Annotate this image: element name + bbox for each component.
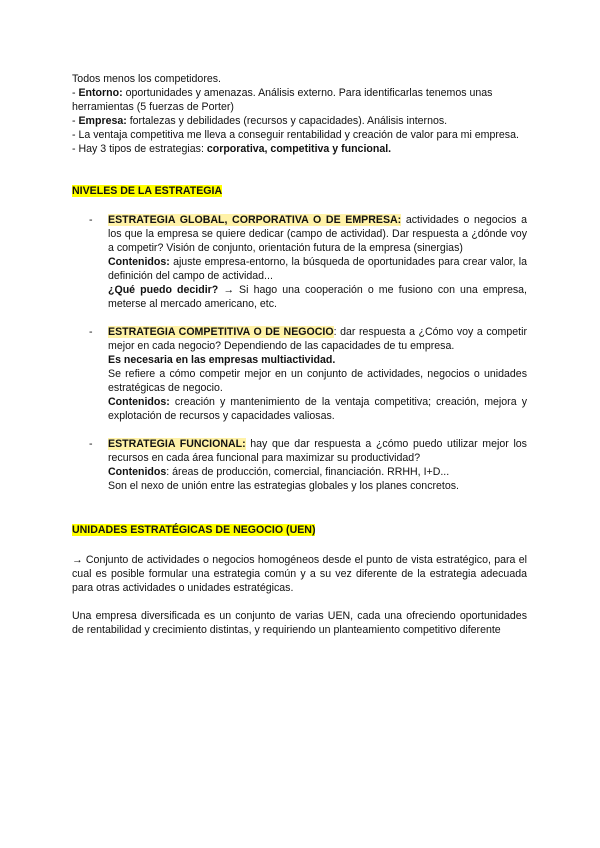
tipos-text: - Hay 3 tipos de estrategias: — [72, 143, 207, 155]
global-contenidos-text: ajuste empresa-entorno, la búsqueda de oportunidades para crear valor, la definición del campo de actividad... — [108, 256, 527, 282]
empresa-label: Empresa: — [78, 115, 127, 127]
intro-line-1: Todos menos los competidores. — [72, 73, 221, 85]
competitiva-bold-line: Es necesaria en las empresas multiactividad. — [108, 354, 336, 366]
funcional-desc — [108, 437, 527, 465]
funcional-contenidos — [108, 465, 527, 479]
funcional-contenidos-text: : áreas de producción, comercial, financiación. RRHH, I+D... — [166, 466, 450, 478]
entorno-text: oportunidades y amenazas. Análisis externo. Para identificarlas tenemos unas herramientas (5 fuerzas de Porter) — [72, 87, 493, 113]
competitiva-desc-text: : dar respuesta a ¿Cómo voy a competir mejor en cada negocio? Dependiendo de las capacidades de tu empresa. — [108, 326, 527, 352]
uen-paragraph-1: → Conjunto de actividades o negocios homogéneos desde el punto de vista estratégico, para el cual es posible formular una estrategia común y a su vez diferente de la estrategia adecuada para otras actividades o unidades estratégicas. — [72, 554, 527, 594]
bullet-dash: - — [89, 438, 93, 450]
list-item-global — [72, 213, 527, 311]
list-item-funcional — [72, 437, 527, 493]
competitiva-heading: ESTRATEGIA COMPETITIVA O DE NEGOCIO — [108, 326, 334, 338]
intro-line-2: - Entorno: oportunidades y amenazas. Análisis externo. Para identificarlas tenemos unas herramientas (5 fuerzas de Porter) — [72, 87, 493, 113]
global-desc-text: actividades o negocios a los que la empresa se quiere dedicar (campo de actividad). Dar respuesta a ¿dónde voy a competir? Visión de conjunto, orientación futura de la empresa (sinergias) — [108, 214, 527, 254]
section-title-niveles — [72, 184, 527, 198]
funcional-extra: Son el nexo de unión entre las estrategias globales y los planes concretos. — [108, 480, 459, 492]
intro-line-3: - Empresa: fortalezas y debilidades (recursos y capacidades). Análisis internos. — [72, 115, 448, 127]
uen-heading: UNIDADES ESTRATÉGICAS DE NEGOCIO (UEN) — [72, 524, 316, 536]
funcional-heading: ESTRATEGIA FUNCIONAL: — [108, 438, 246, 450]
entorno-label: Entorno: — [78, 87, 123, 99]
global-contenidos-label: Contenidos: — [108, 256, 170, 268]
bullet-dash: - — [89, 326, 93, 338]
competitiva-contenidos-label: Contenidos: — [108, 396, 170, 408]
list-item-competitiva — [72, 325, 527, 423]
funcional-desc-text: hay que dar respuesta a ¿cómo puedo utilizar mejor los recursos en cada área funcional para maximizar su productividad? — [108, 438, 527, 464]
global-question-label: ¿Qué puedo decidir? — [108, 284, 219, 296]
global-desc — [108, 213, 527, 255]
competitiva-contenidos-text: creación y mantenimiento de la ventaja competitiva; creación, mejora y explotación de recursos y capacidades valiosas. — [108, 396, 527, 422]
competitiva-contenidos — [108, 395, 527, 423]
section-title-uen — [72, 523, 527, 537]
competitiva-desc — [108, 325, 527, 353]
global-heading: ESTRATEGIA GLOBAL, CORPORATIVA O DE EMPRESA: — [108, 214, 402, 226]
niveles-heading: NIVELES DE LA ESTRATEGIA — [72, 185, 223, 197]
intro-line-5 — [72, 142, 527, 156]
global-contenidos — [108, 255, 527, 283]
empresa-text: fortalezas y debilidades (recursos y capacidades). Análisis internos. — [126, 115, 448, 127]
global-question-text: → Si hago una cooperación o me fusiono con una empresa, meterse al mercado americano, etc. — [108, 284, 527, 310]
uen-paragraph-2: Una empresa diversificada es un conjunto de varias UEN, cada una ofreciendo oportunidades de rentabilidad y crecimiento distintas, y requiriendo un planteamiento competitivo diferente — [72, 610, 527, 636]
funcional-contenidos-label: Contenidos — [108, 466, 167, 478]
bullet-dash: - — [89, 214, 93, 226]
document-page — [72, 72, 527, 637]
intro-line-4: - La ventaja competitiva me lleva a conseguir rentabilidad y creación de valor para mi empresa. — [72, 129, 519, 141]
competitiva-extra: Se refiere a cómo competir mejor en un conjunto de actividades, negocios o unidades estratégicas de negocio. — [108, 368, 527, 394]
tipos-bold: corporativa, competitiva y funcional. — [206, 143, 392, 155]
global-question — [108, 283, 527, 311]
